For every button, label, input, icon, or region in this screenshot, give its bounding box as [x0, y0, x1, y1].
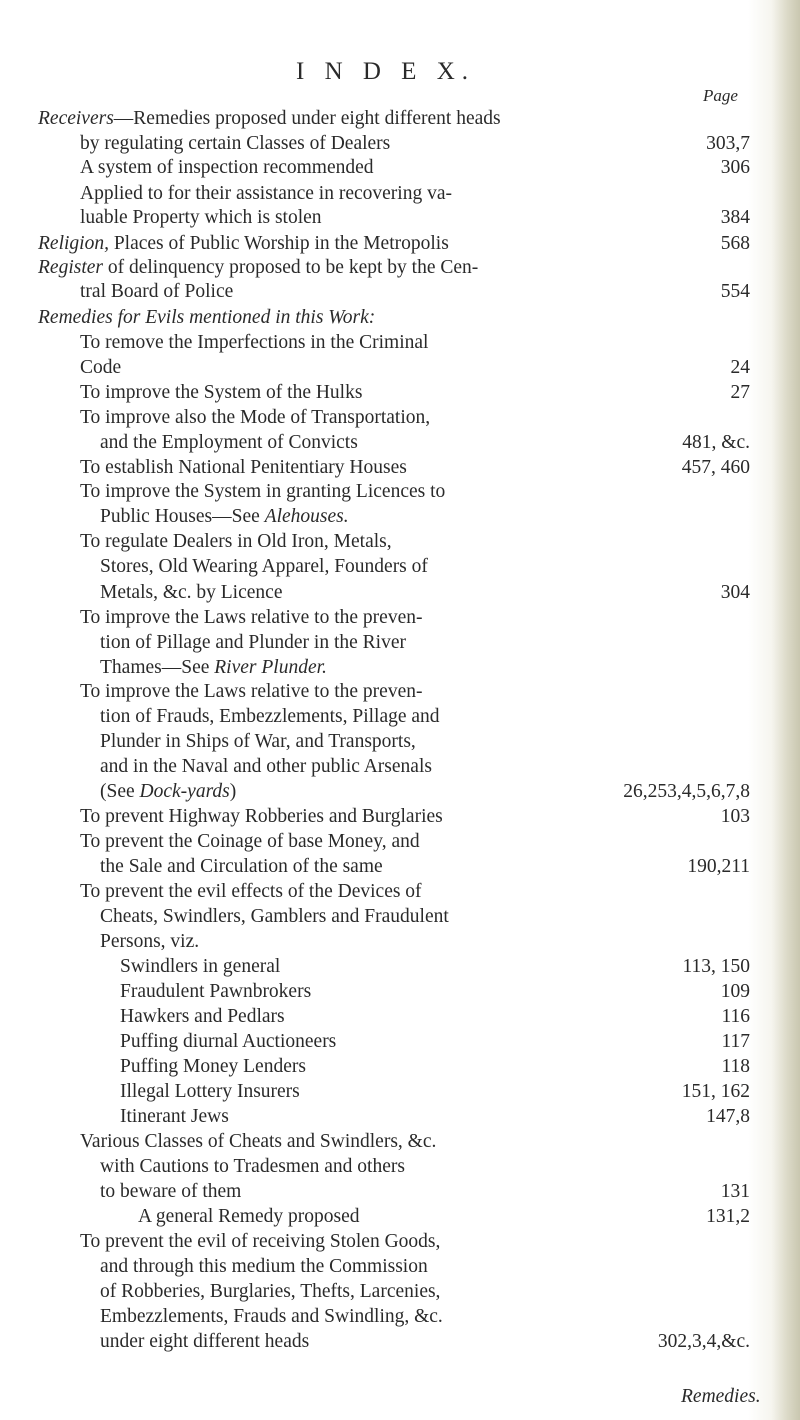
page-title: I N D E X. [296, 58, 476, 85]
entry-text: To improve the System in granting Licences to [80, 481, 446, 502]
page-reference: 118 [721, 1056, 750, 1077]
index-entry [38, 231, 449, 257]
index-entry [138, 1204, 359, 1230]
entry-text: and the Employment of Convicts [100, 432, 358, 453]
index-entry [120, 1079, 300, 1105]
entry-text: Stores, Old Wearing Apparel, Founders of [100, 556, 428, 577]
entry-text: tral Board of Police [80, 281, 234, 302]
page-reference: 113, 150 [682, 956, 750, 977]
entry-text: To regulate Dealers in Old Iron, Metals, [80, 531, 392, 552]
page-column-label: Page [703, 86, 738, 105]
entry-text: (See [100, 781, 140, 802]
index-entry [100, 1154, 405, 1180]
entry-text: by regulating certain Classes of Dealers [80, 133, 391, 154]
index-entry [100, 854, 383, 880]
page-reference: 131,2 [706, 1206, 750, 1227]
index-entry [38, 255, 478, 281]
entry-text: Cheats, Swindlers, Gamblers and Fraudulent [100, 906, 449, 927]
entry-text: under eight different heads [100, 1331, 310, 1352]
entry-text: To establish National Penitentiary Houses [80, 457, 407, 478]
page-reference: 568 [720, 233, 750, 254]
index-entry [120, 1054, 306, 1080]
entry-text: Thames—See [100, 657, 215, 678]
index-entry [100, 754, 432, 780]
entry-tail: ) [229, 781, 237, 802]
page-reference: 190,211 [687, 856, 750, 877]
index-entry [120, 1029, 336, 1055]
index-entry [80, 131, 390, 157]
entry-text: Various Classes of Cheats and Swindlers, &c. [80, 1131, 437, 1152]
index-entry [100, 1179, 241, 1205]
index-entry [100, 554, 428, 580]
page-reference: 131 [720, 1181, 750, 1202]
index-entry [80, 330, 428, 356]
index-entry [100, 655, 327, 681]
page-reference: 117 [721, 1031, 750, 1052]
page-reference: 109 [720, 981, 750, 1002]
index-entry [100, 580, 282, 606]
index-entry [80, 529, 392, 555]
entry-text: Fraudulent Pawnbrokers [120, 981, 312, 1002]
entry-text: Swindlers in general [120, 956, 281, 977]
entry-text: Puffing Money Lenders [120, 1056, 306, 1077]
entry-text: —Remedies proposed under eight different heads [113, 108, 501, 129]
cross-reference: Alehouses. [264, 506, 349, 527]
entry-text: Metals, &c. by Licence [100, 582, 283, 603]
entry-text: to beware of them [100, 1181, 242, 1202]
index-entry [100, 779, 236, 805]
index-entry [100, 729, 416, 755]
entry-text: To prevent Highway Robberies and Burglaries [80, 806, 443, 827]
page-edge-shadow [748, 0, 800, 1420]
entry-text: To improve the System of the Hulks [80, 382, 363, 403]
page-reference: 27 [730, 382, 750, 403]
entry-text: of Robberies, Burglaries, Thefts, Larcenies, [100, 1281, 441, 1302]
index-entry [100, 430, 358, 456]
entry-text: Places of Public Worship in the Metropolis [108, 233, 449, 254]
entry-text: To improve the Laws relative to the preven- [80, 681, 423, 702]
index-entry [80, 1129, 436, 1155]
entry-text: A general Remedy proposed [138, 1206, 360, 1227]
page-reference: 116 [721, 1006, 750, 1027]
index-entry [100, 904, 449, 930]
index-entry [100, 929, 199, 955]
entry-text: To improve the Laws relative to the preven- [80, 607, 423, 628]
page-reference: 481, &c. [682, 432, 750, 453]
index-entry [80, 829, 420, 855]
index-entry [80, 355, 121, 381]
page-reference: 151, 162 [681, 1081, 750, 1102]
index-entry [80, 479, 445, 505]
page-reference: 302,3,4,&c. [657, 1331, 750, 1352]
page-reference: 554 [720, 281, 750, 302]
entry-text: tion of Pillage and Plunder in the River [100, 632, 406, 653]
index-entry [80, 155, 374, 181]
index-entry [100, 704, 440, 730]
entry-text: A system of inspection recommended [80, 157, 374, 178]
page-reference: 26,253,4,5,6,7,8 [623, 781, 750, 802]
page-reference: 306 [720, 157, 750, 178]
entry-text: Embezzlements, Frauds and Swindling, &c. [100, 1306, 443, 1327]
page-reference: 303,7 [706, 133, 750, 154]
index-entry [100, 1279, 440, 1305]
index-entry [80, 679, 422, 705]
index-entry [80, 279, 233, 305]
entry-text: Public Houses—See [100, 506, 265, 527]
index-entry [100, 1329, 309, 1355]
entry-text: luable Property which is stolen [80, 207, 322, 228]
page-reference: 147,8 [706, 1106, 750, 1127]
entry-text: Code [80, 357, 122, 378]
index-entry [120, 979, 311, 1005]
entry-text: Applied to for their assistance in recovering va- [80, 183, 452, 204]
entry-text: Hawkers and Pedlars [120, 1006, 285, 1027]
index-entry [100, 1254, 428, 1280]
entry-text: and in the Naval and other public Arsenals [100, 756, 432, 777]
entry-text: To improve also the Mode of Transportation, [80, 407, 431, 428]
entry-heading: Remedies for Evils mentioned in this Work: [38, 307, 376, 328]
index-entry [38, 305, 375, 331]
page-reference: 457, 460 [681, 457, 750, 478]
cross-reference: Dock-yards [139, 781, 230, 802]
entry-text: Itinerant Jews [120, 1106, 229, 1127]
entry-text: To prevent the Coinage of base Money, and [80, 831, 420, 852]
index-entry [120, 954, 280, 980]
page-reference: 384 [720, 207, 750, 228]
entry-heading: Religion, [38, 233, 109, 254]
page-reference: 103 [720, 806, 750, 827]
entry-text: Persons, viz. [100, 931, 200, 952]
entry-text: tion of Frauds, Embezzlements, Pillage and [100, 706, 440, 727]
index-entry [80, 205, 322, 231]
index-entry [120, 1104, 229, 1130]
cross-reference: River Plunder. [214, 657, 327, 678]
index-entry [80, 879, 422, 905]
page-reference: 304 [720, 582, 750, 603]
entry-text: Plunder in Ships of War, and Transports, [100, 731, 416, 752]
entry-text: Illegal Lottery Insurers [120, 1081, 300, 1102]
entry-text: of delinquency proposed to be kept by the Cen- [102, 257, 479, 278]
index-entry [120, 1004, 285, 1030]
index-entry [80, 181, 452, 207]
index-entry [100, 1304, 443, 1330]
index-entry [80, 455, 407, 481]
catchword: Remedies. [681, 1386, 761, 1407]
entry-text: and through this medium the Commission [100, 1256, 428, 1277]
index-entry [80, 380, 362, 406]
entry-text: To prevent the evil of receiving Stolen Goods, [80, 1231, 441, 1252]
index-entry [100, 504, 349, 530]
entry-text: To prevent the evil effects of the Devices of [80, 881, 422, 902]
entry-heading: Register [38, 257, 103, 278]
entry-text: with Cautions to Tradesmen and others [100, 1156, 405, 1177]
entry-text: the Sale and Circulation of the same [100, 856, 383, 877]
index-entry [80, 1229, 440, 1255]
entry-heading: Receivers [38, 108, 114, 129]
page-reference: 24 [730, 357, 750, 378]
entry-text: To remove the Imperfections in the Criminal [80, 332, 429, 353]
entry-text: Puffing diurnal Auctioneers [120, 1031, 337, 1052]
index-entry [38, 106, 501, 132]
index-entry [80, 804, 443, 830]
index-entry [80, 605, 422, 631]
index-entry [100, 630, 406, 656]
index-entry [80, 405, 430, 431]
